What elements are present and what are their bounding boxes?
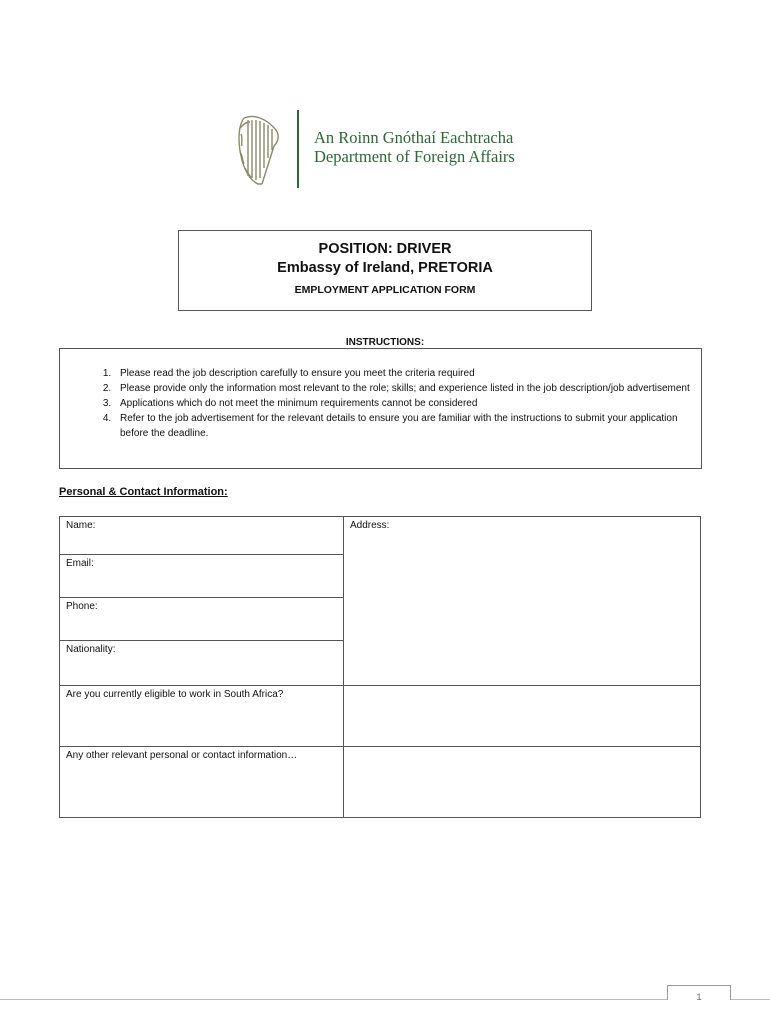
- instruction-item: 4. Refer to the job advertisement for the relevant details to ensure you are familiar with the instructions to submit your application before the deadline.: [114, 411, 701, 441]
- address-field[interactable]: [344, 517, 701, 686]
- form-title: EMPLOYMENT APPLICATION FORM: [294, 284, 476, 296]
- other-info-label: Any other relevant personal or contact information…: [66, 750, 298, 761]
- personal-info-heading: Personal & Contact Information:: [59, 486, 228, 498]
- email-label: Email:: [66, 558, 94, 569]
- eligibility-label: Are you currently eligible to work in South Africa?: [66, 689, 284, 700]
- nationality-field[interactable]: [60, 641, 344, 686]
- email-field[interactable]: [60, 555, 344, 598]
- personal-info-table: [59, 516, 701, 818]
- phone-label: Phone:: [66, 601, 98, 612]
- instruction-item: 2. Please provide only the information most relevant to the role; skills; and experience listed in the job description/job advertisement: [114, 381, 701, 396]
- instructions-box: [59, 348, 702, 469]
- instruction-item: 3. Applications which do not meet the minimum requirements cannot be considered: [114, 396, 701, 411]
- other-info-answer-field[interactable]: [344, 747, 701, 818]
- address-label: Address:: [350, 520, 390, 531]
- position-title: POSITION: DRIVER: [318, 241, 452, 257]
- department-name-irish: An Roinn Gnóthaí Eachtracha: [314, 128, 514, 147]
- embassy-title: Embassy of Ireland, PRETORIA: [277, 260, 493, 276]
- eligibility-answer-field[interactable]: [344, 686, 701, 747]
- instructions-list: [60, 366, 701, 441]
- harp-icon: [236, 112, 282, 186]
- page-number-tab: [667, 985, 731, 1000]
- instruction-item: 1. Please read the job description carefully to ensure you meet the criteria required: [114, 366, 701, 381]
- instructions-heading: INSTRUCTIONS:: [345, 337, 425, 348]
- nationality-label: Nationality:: [66, 644, 116, 655]
- name-label: Name:: [66, 520, 96, 531]
- name-field[interactable]: [60, 517, 344, 555]
- dfa-logo: [236, 110, 282, 188]
- position-title-box: [178, 230, 592, 311]
- page-number: 1: [696, 992, 702, 1002]
- other-info-question: [60, 747, 344, 818]
- footer-rule: [0, 999, 770, 1000]
- logo-divider: [297, 110, 299, 188]
- phone-field[interactable]: [60, 598, 344, 641]
- department-name-english: Department of Foreign Affairs: [314, 147, 515, 166]
- department-name: [314, 128, 515, 166]
- eligibility-question: [60, 686, 344, 747]
